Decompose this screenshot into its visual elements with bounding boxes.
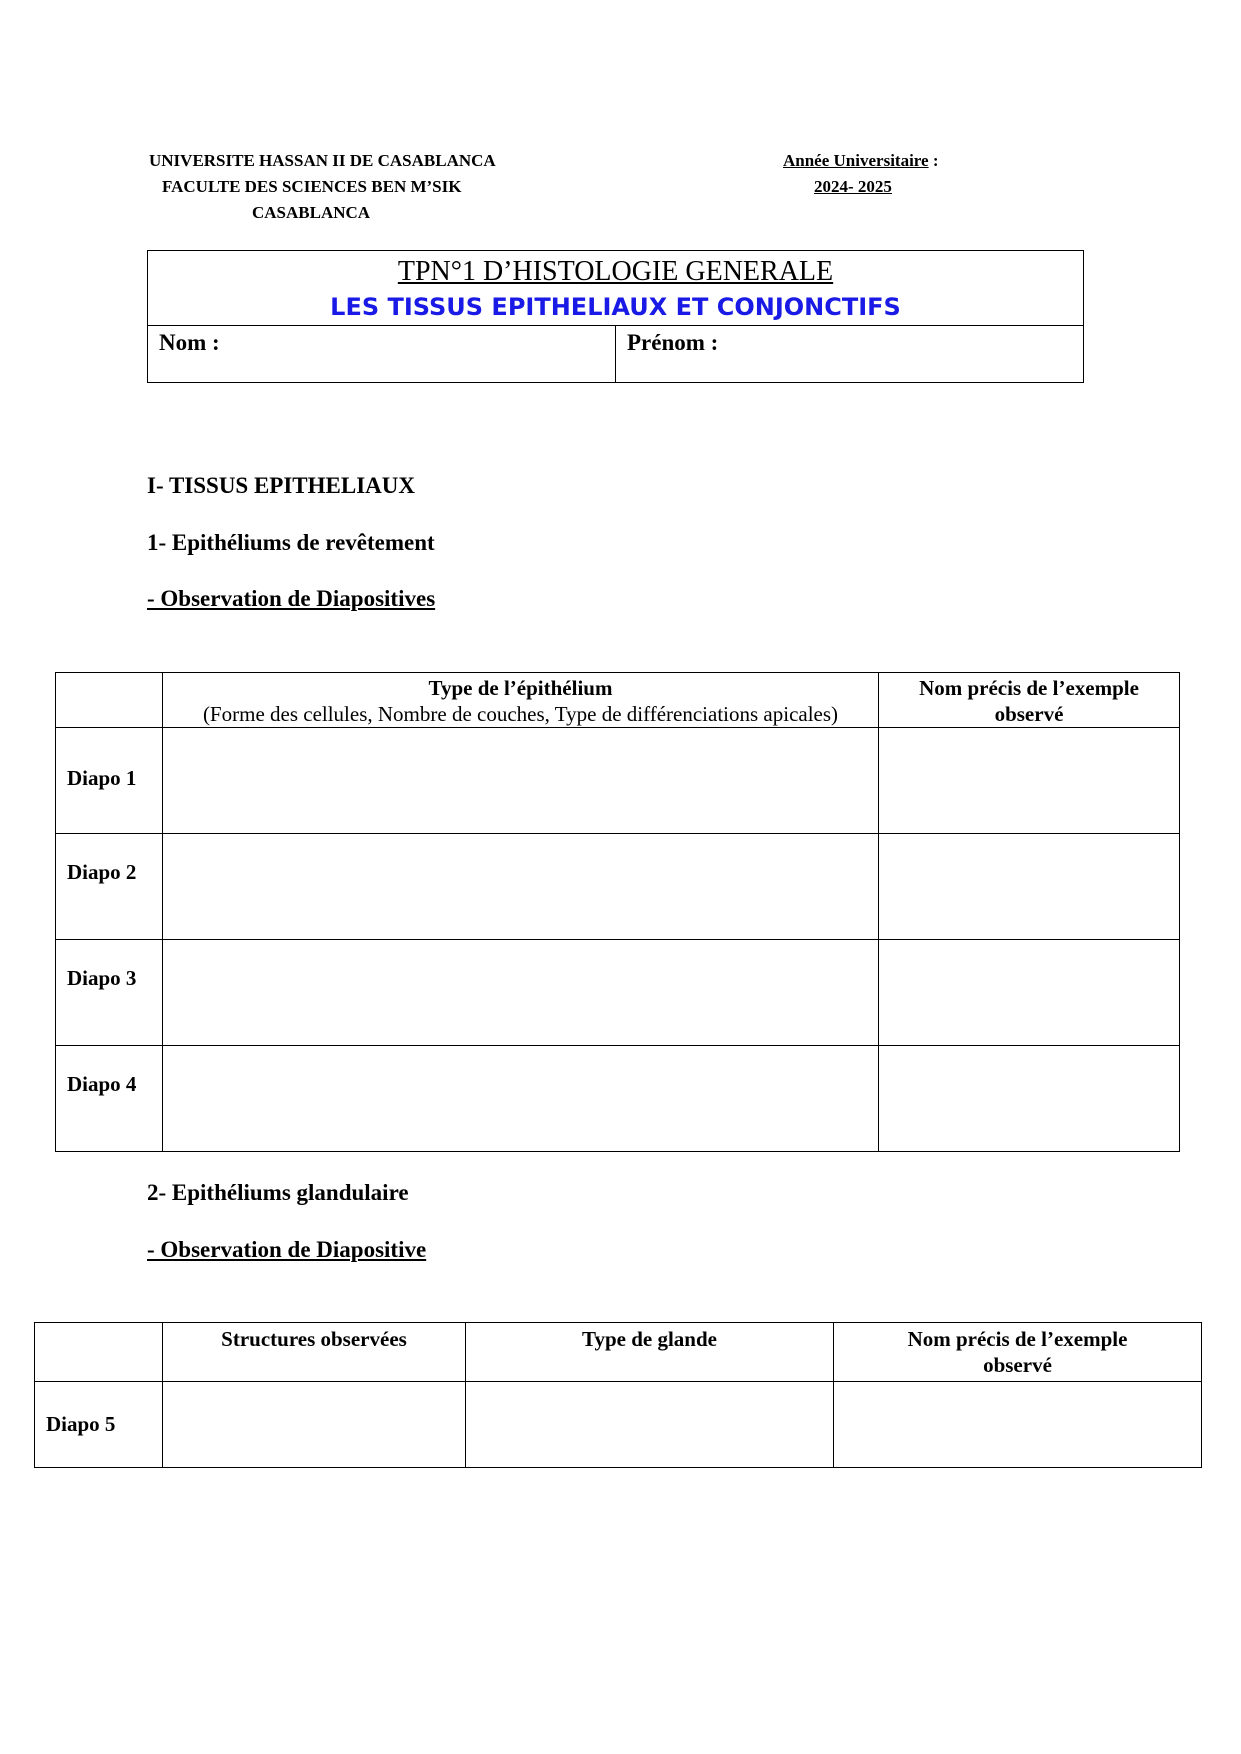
row-label-diapo-4: Diapo 4 [56, 1046, 163, 1152]
answer-cell-example[interactable] [879, 834, 1180, 940]
answer-cell-type[interactable] [163, 834, 879, 940]
subsection-heading-revetement: 1- Epithéliums de revêtement [147, 530, 435, 555]
row-label-diapo-1: Diapo 1 [56, 728, 163, 834]
answer-cell-structures[interactable] [163, 1382, 466, 1468]
epithelium-table [55, 672, 1180, 1152]
table-row [35, 1382, 1202, 1468]
nom-label: Nom : [159, 330, 220, 355]
academic-year-colon: : [928, 151, 939, 170]
city-name: CASABLANCA [252, 203, 371, 222]
academic-year-label-text: Année Universitaire [783, 151, 929, 170]
answer-cell-example[interactable] [879, 1046, 1180, 1152]
table-corner-cell [56, 673, 163, 728]
column-header-example-name-line2: observé [983, 1353, 1052, 1377]
answer-cell-example[interactable] [879, 940, 1180, 1046]
column-header-gland-type [466, 1323, 834, 1382]
practical-subtitle: LES TISSUS EPITHELIAUX ET CONJONCTIFS [330, 293, 901, 321]
gland-table [34, 1322, 1202, 1468]
column-header-structures [163, 1323, 466, 1382]
observation-heading-1: - Observation de Diapositives [147, 586, 436, 611]
table-row [56, 834, 1180, 940]
practical-title: TPN°1 D’HISTOLOGIE GENERALE [397, 256, 834, 287]
academic-year-value: 2024- 2025 [814, 177, 892, 196]
column-header-type-title: Type de l’épithélium [428, 676, 613, 700]
table-header-row [56, 673, 1180, 728]
title-box [147, 250, 1084, 383]
prenom-label: Prénom : [627, 330, 719, 355]
answer-cell-type[interactable] [163, 1046, 879, 1152]
subsection-heading-glandulaire: 2- Epithéliums glandulaire [147, 1180, 409, 1205]
column-header-example-name [834, 1323, 1202, 1382]
column-header-structures-text: Structures observées [221, 1327, 407, 1351]
answer-cell-gland-type[interactable] [466, 1382, 834, 1468]
nom-field[interactable] [148, 326, 616, 382]
column-header-gland-type-text: Type de glande [582, 1327, 717, 1351]
column-header-example-name-line1: Nom précis de l’exemple [919, 676, 1139, 700]
column-header-example-name-line2: observé [994, 702, 1064, 726]
row-label-diapo-5: Diapo 5 [35, 1382, 163, 1468]
column-header-example-name [879, 673, 1180, 728]
table-row [56, 940, 1180, 1046]
prenom-field[interactable] [616, 326, 1083, 382]
column-header-example-name-line1: Nom précis de l’exemple [907, 1327, 1128, 1351]
observation-heading-2: - Observation de Diapositive [147, 1237, 427, 1262]
table-row [56, 1046, 1180, 1152]
answer-cell-example[interactable] [879, 728, 1180, 834]
table-row [56, 728, 1180, 834]
row-label-diapo-2: Diapo 2 [56, 834, 163, 940]
answer-cell-type[interactable] [163, 728, 879, 834]
answer-cell-example[interactable] [834, 1382, 1202, 1468]
column-header-type-desc: (Forme des cellules, Nombre de couches, Type de différenciations apicales) [202, 702, 839, 726]
faculty-name: FACULTE DES SCIENCES BEN M’SIK [162, 177, 462, 196]
table-corner-cell [35, 1323, 163, 1382]
university-name: UNIVERSITE HASSAN II DE CASABLANCA [149, 151, 496, 170]
student-info-row [148, 325, 1083, 382]
row-label-diapo-3: Diapo 3 [56, 940, 163, 1046]
column-header-type [163, 673, 879, 728]
academic-year-label [783, 148, 939, 174]
section-heading-tissus-epitheliaux: I- TISSUS EPITHELIAUX [147, 473, 416, 498]
table-header-row [35, 1323, 1202, 1382]
answer-cell-type[interactable] [163, 940, 879, 1046]
